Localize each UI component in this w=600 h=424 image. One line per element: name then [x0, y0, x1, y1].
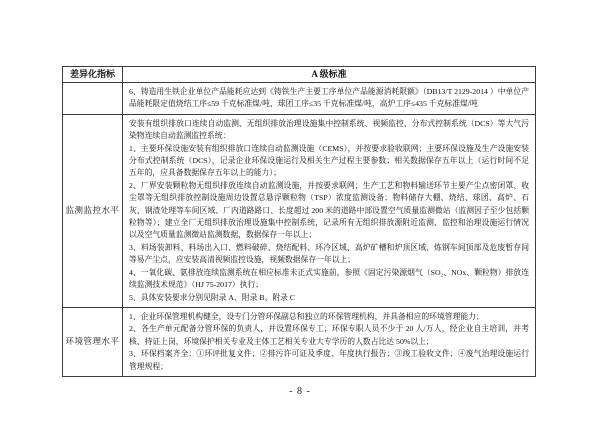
paragraph-env-item-1: 1、企业环保管理机构健全，设专门分管环保副总和独立的环保管理机构，并具备相应的环境管理能力；	[129, 311, 484, 321]
row-content-energy-consumption	[123, 83, 536, 115]
paragraph-env-item-3: 3、环保档案齐全：①环评批复文件；②排污许可证及季度、年度执行报告；③竣工验收文件；④废气治理设施运行管理规程；	[129, 349, 529, 371]
paragraph-monitoring-item-3: 3、料场装卸料、料场出入口、燃料破碎、烧结配料、环冷区域、高炉矿槽和炉顶区域、炼钢车间顶部及危废暂存间等易产尘点，应安装高清视频监控设施，视频数据保存一年以上；	[129, 242, 529, 265]
paragraph-monitoring-item-4: 4、一氧化碳、氨排放连续监测系统在相应标准未正式实施前，参照《固定污染源烟气（SO₂、NOx、颗粒物）排放连续监测技术规范》（HJ 75-2017）执行；	[129, 267, 529, 290]
row-label-env-management-level: 环境管理水平	[63, 307, 123, 376]
table-row-monitoring	[63, 114, 536, 307]
row-label-monitoring-level: 监测监控水平	[63, 114, 123, 307]
row-label-empty	[63, 83, 123, 115]
paragraph-monitoring-item-2: 2、厂界安装颗粒物无组织排放连续自动监测设施，并按要求联网；生产工艺和物料输送环节主要产尘点密闭罩、收尘罩等无组织排放控制设施周边设置总悬浮颗粒物（TSP）浓度监测设备；物料储存大棚、烧结、球团、高炉、石灰、钢渣处理等车间区域、厂内道路路口、长度超过 200 米的道路中部设置空气质量监测微站（监测因子至少包括颗粒物等）；建立全厂无组织排放治理设施集中控制系统，记录所有无组织排放源附近监测、监控和治理设施运行情况以及空气质量监测微站监测数据，数据保存一年以上；	[129, 180, 529, 240]
table-header-row	[63, 67, 536, 83]
paragraph-monitoring-item-5: 5、具体安装要求分别见附录 A、附录 B、附录 C	[129, 292, 296, 302]
paragraph-monitoring-intro: 安装有组织排放口连续自动监测、无组织排放治理设施集中控制系统、视频监控、分布式控制系统（DCS）等大气污染物连续自动监测监控系统：	[129, 118, 529, 141]
table-row-env-management	[63, 307, 536, 376]
page-number: - 8 -	[289, 385, 311, 397]
header-cell-indicator: 差异化指标	[63, 67, 123, 83]
paragraph-item-6: 6、铸造用生铁企业单位产品能耗应达到《铸铁生产主要工序单位产品能源消耗限额》（DB13/T 2129-2014 ）中单位产品能耗限定值烧结工序≤59 千克标准煤/吨，球团工序≤35 千克标准煤/吨，高炉工序≤435 千克标准煤/吨	[129, 87, 529, 109]
paragraph-monitoring-item-1: 1、主要环保设施安装有组织排放口连续自动监测设施（CEMS），并按要求验收联网；主要环保设施及生产设施安装分布式控制系统（DCS），记录企业环保设施运行及相关生产过程主要参数；相关数据保存五年以上（运行时间不足五年的，应具备数据保存五年以上的能力）；	[129, 143, 529, 178]
row-content-env-management	[123, 307, 536, 376]
row-content-monitoring	[123, 114, 536, 307]
table-row-energy-consumption	[63, 83, 536, 115]
standards-table	[62, 66, 536, 377]
paragraph-env-item-2: 2、各生产单元配备分管环保的负责人，并设置环保专工；环保专职人员不少于 20 人/万人，经企业自主培训，并考核、持证上岗，环境保护相关专业及主体工艺相关专业大专学历的人数占比达 50%以上；	[129, 324, 529, 346]
header-cell-a-level-standard: A 级标准	[123, 67, 536, 83]
